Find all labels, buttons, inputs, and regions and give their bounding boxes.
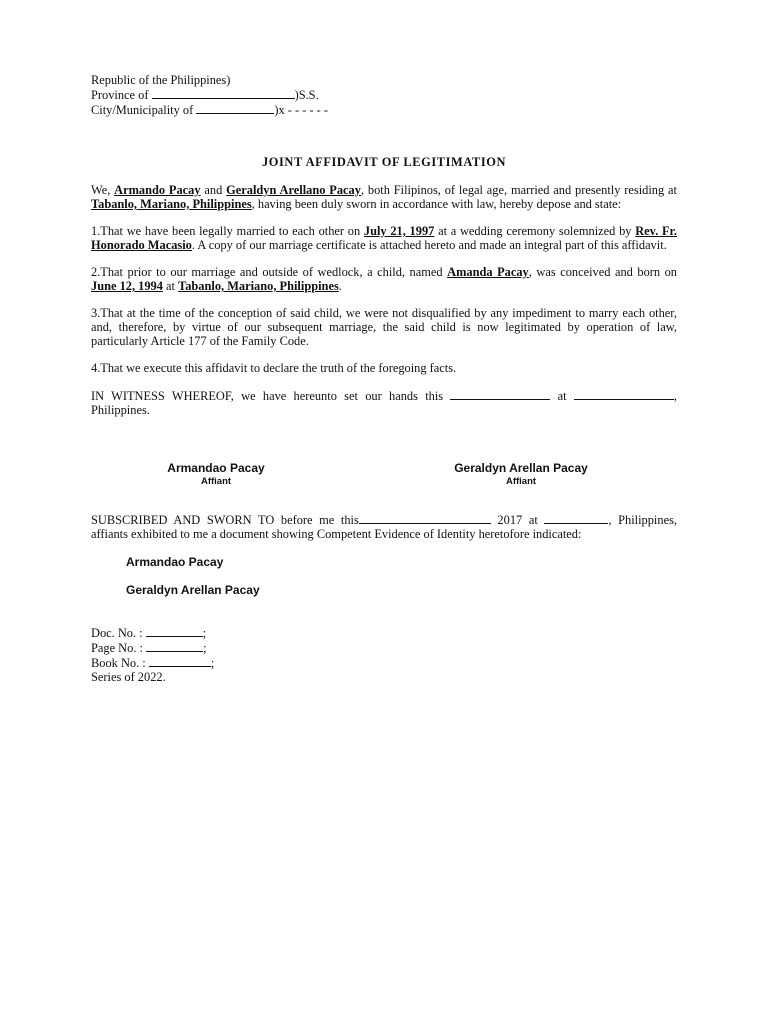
witness-text-1: IN WITNESS WHEREOF, we have hereunto set our hands this xyxy=(91,389,451,403)
item-2-text-1: 2.That prior to our marriage and outside of wedlock, a child, named xyxy=(91,265,448,279)
witness-paragraph xyxy=(91,388,677,417)
item-3-paragraph: 3.That at the time of the conception of said child, we were not disqualified by any impediment to marry each other, and, therefore, by virtue of our subsequent marriage, the said child is now legitimated by operation of law, particularly Article 177 of the Family Code. xyxy=(91,306,677,348)
signature-name-2: Geraldyn Arellan Pacay xyxy=(454,461,588,475)
intro-text-3: , both Filipinos, of legal age, married and presently residing at xyxy=(360,183,677,197)
witness-text-2: at xyxy=(550,389,574,403)
series-line: Series of 2022. xyxy=(91,670,166,684)
item-1-text-3: . A copy of our marriage certificate is attached hereto and made an integral part of this affidavit. xyxy=(191,238,667,252)
venue-province xyxy=(91,87,677,102)
page-no-blank xyxy=(146,640,203,652)
affiant-1-name: Armando Pacay xyxy=(114,183,201,197)
jurat-text-3: , Philippines, affiants exhibited to me a document showing Competent Evidence of Identity heretofore indicated: xyxy=(91,513,677,541)
venue-city-suffix: )x - - - - - - xyxy=(274,103,328,117)
venue-province-suffix: )S.S. xyxy=(294,88,319,102)
item-4-paragraph: 4.That we execute this affidavit to declare the truth of the foregoing facts. xyxy=(91,361,457,375)
jurat-place-blank xyxy=(544,512,608,524)
page-no-line xyxy=(91,640,677,655)
notarial-register xyxy=(91,625,677,684)
officiant-name: Rev. Fr. Honorado Macasio xyxy=(91,224,677,252)
doc-no-blank xyxy=(146,625,203,637)
item-2-text-2: , was conceived and born on xyxy=(528,265,678,279)
birth-date: June 12, 1994 xyxy=(91,279,163,293)
witness-place-blank xyxy=(574,388,674,400)
item-1-text-2: at a wedding ceremony solemnized by xyxy=(434,224,636,238)
intro-paragraph xyxy=(91,183,677,211)
intro-text-1: We, xyxy=(91,183,115,197)
venue-block xyxy=(91,73,677,117)
signature-role-1: Affiant xyxy=(200,476,232,487)
intro-text-2: and xyxy=(200,183,227,197)
doc-no-sep: ; xyxy=(202,626,207,640)
venue-city-label: City/Municipality of xyxy=(91,103,197,117)
book-no-blank xyxy=(149,655,211,667)
birth-place: Tabanlo, Mariano, Philippines xyxy=(178,279,339,293)
book-no-label: Book No. : xyxy=(91,656,149,670)
witness-date-blank xyxy=(450,388,550,400)
intro-text-4: , having been duly sworn in accordance with law, hereby depose and state: xyxy=(251,197,622,211)
page-no-label: Page No. : xyxy=(91,641,147,655)
residence-address: Tabanlo, Mariano, Philippines xyxy=(91,197,252,211)
jurat-text-2: 2017 at xyxy=(490,513,545,527)
identified-affiant-1: Armandao Pacay xyxy=(126,555,224,569)
document-title: JOINT AFFIDAVIT OF LEGITIMATION xyxy=(261,155,507,169)
province-blank xyxy=(152,87,295,99)
venue-city xyxy=(91,102,677,117)
city-blank xyxy=(196,102,274,114)
affidavit-document xyxy=(91,73,677,684)
venue-republic: Republic of the Philippines) xyxy=(91,73,231,87)
signature-block-affiant-2 xyxy=(421,461,621,488)
jurat-date-blank xyxy=(359,512,491,524)
marriage-date: July 21, 1997 xyxy=(363,224,435,238)
book-no-line xyxy=(91,655,677,670)
child-name: Amanda Pacay xyxy=(447,265,529,279)
witness-text-3: , Philippines. xyxy=(91,389,678,417)
identified-affiant-2: Geraldyn Arellan Pacay xyxy=(126,583,260,597)
jurat-text-1: SUBSCRIBED AND SWORN TO before me this xyxy=(91,513,359,527)
item-1-text-1: 1.That we have been legally married to each other on xyxy=(91,224,364,238)
doc-no-label: Doc. No. : xyxy=(91,626,146,640)
venue-province-label: Province of xyxy=(91,88,152,102)
page-no-sep: ; xyxy=(203,641,207,655)
signature-block-affiant-1 xyxy=(121,461,311,488)
affiant-2-name: Geraldyn Arellano Pacay xyxy=(226,183,361,197)
signature-row xyxy=(91,461,677,489)
signature-role-2: Affiant xyxy=(505,476,537,487)
item-2-text-3: at xyxy=(162,279,179,293)
item-1-paragraph xyxy=(91,224,677,252)
item-2-text-4: . xyxy=(338,279,342,293)
jurat-paragraph xyxy=(91,512,677,541)
identified-affiants-list xyxy=(91,555,677,597)
signature-name-1: Armandao Pacay xyxy=(167,461,265,475)
item-2-paragraph xyxy=(91,265,677,293)
doc-no-line xyxy=(91,625,677,640)
book-no-sep: ; xyxy=(210,656,215,670)
